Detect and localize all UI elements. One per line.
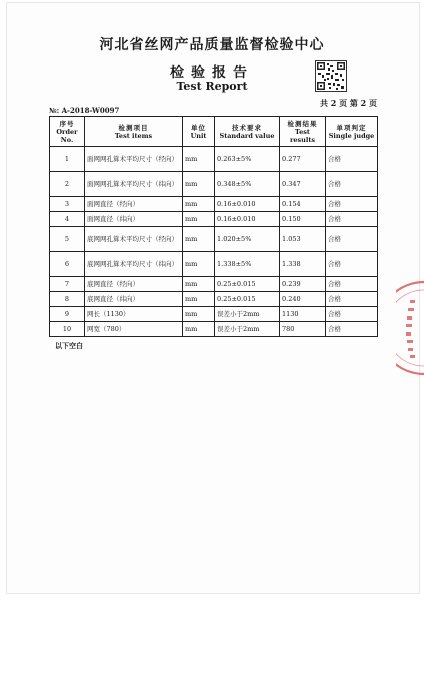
report-title-cn: 检验报告 — [170, 65, 254, 81]
column-header: 序号 Order No. — [50, 117, 85, 147]
unit-cell: mm — [183, 197, 215, 212]
unit-cell: mm — [183, 252, 215, 277]
test-item-cell: 底网直径（经向） — [85, 277, 183, 292]
page-indicator: 共 2 页 第 2 页 — [319, 98, 377, 108]
unit-cell: mm — [183, 227, 215, 252]
test-item-cell: 底网直径（纬向） — [85, 292, 183, 307]
order-number-cell: 3 — [50, 197, 85, 212]
judge-cell: 合格 — [326, 172, 378, 197]
test-item-cell: 网宽（780） — [85, 322, 183, 337]
table-row — [50, 292, 378, 307]
test-result-cell: 0.277 — [280, 147, 326, 172]
judge-cell: 合格 — [326, 292, 378, 307]
order-number-cell: 10 — [50, 322, 85, 337]
test-item-cell: 面网直径（经向） — [85, 197, 183, 212]
standard-value-cell: 0.16±0.010 — [215, 197, 280, 212]
judge-cell: 合格 — [326, 212, 378, 227]
table-row — [50, 147, 378, 172]
unit-cell: mm — [183, 292, 215, 307]
standard-value-cell: 0.263±5% — [215, 147, 280, 172]
test-result-cell: 0.239 — [280, 277, 326, 292]
unit-cell: mm — [183, 172, 215, 197]
test-result-cell: 1.053 — [280, 227, 326, 252]
column-header: 单位 Unit — [183, 117, 215, 147]
test-result-cell: 0.240 — [280, 292, 326, 307]
judge-cell: 合格 — [326, 227, 378, 252]
table-row — [50, 252, 378, 277]
qr-code-icon — [315, 60, 347, 92]
order-number-cell: 7 — [50, 277, 85, 292]
column-header: 单项判定 Single judge — [326, 117, 378, 147]
standard-value-cell: 0.16±0.010 — [215, 212, 280, 227]
table-row — [50, 322, 378, 337]
judge-cell: 合格 — [326, 147, 378, 172]
table-row — [50, 172, 378, 197]
standard-value-cell: 0.348±5% — [215, 172, 280, 197]
table-row — [50, 227, 378, 252]
column-header: 技术要求 Standard value — [215, 117, 280, 147]
test-result-cell: 1.338 — [280, 252, 326, 277]
unit-cell: mm — [183, 277, 215, 292]
test-item-cell: 网长（1130） — [85, 307, 183, 322]
order-number-cell: 4 — [50, 212, 85, 227]
order-number-cell: 9 — [50, 307, 85, 322]
test-result-cell: 0.154 — [280, 197, 326, 212]
test-results-table — [49, 116, 378, 337]
standard-value-cell: 1.020±5% — [215, 227, 280, 252]
report-title-en: Test Report — [176, 80, 248, 93]
table-row — [50, 212, 378, 227]
column-header: 检测结果 Test results — [280, 117, 326, 147]
standard-value-cell: 1.338±5% — [215, 252, 280, 277]
unit-cell: mm — [183, 147, 215, 172]
unit-cell: mm — [183, 322, 215, 337]
standard-value-cell: 误差小于2mm — [215, 322, 280, 337]
unit-cell: mm — [183, 307, 215, 322]
test-item-cell: 底网网孔算术平均尺寸（纬向） — [85, 252, 183, 277]
table-row — [50, 307, 378, 322]
order-number-cell: 8 — [50, 292, 85, 307]
end-of-content-note: 以下空白 — [55, 341, 83, 350]
order-number-cell: 5 — [50, 227, 85, 252]
judge-cell: 合格 — [326, 252, 378, 277]
report-number: №: A-2018-W0097 — [49, 106, 120, 115]
column-header: 检测项目 Test items — [85, 117, 183, 147]
standard-value-cell: 0.25±0.015 — [215, 292, 280, 307]
unit-cell: mm — [183, 212, 215, 227]
table-row — [50, 277, 378, 292]
judge-cell: 合格 — [326, 277, 378, 292]
test-result-cell: 780 — [280, 322, 326, 337]
test-item-cell: 底网网孔算术平均尺寸（经向） — [85, 227, 183, 252]
order-number-cell: 6 — [50, 252, 85, 277]
judge-cell: 合格 — [326, 307, 378, 322]
order-number-cell: 1 — [50, 147, 85, 172]
standard-value-cell: 误差小于2mm — [215, 307, 280, 322]
red-seal-stamp-icon — [396, 278, 424, 378]
table-header-row — [50, 117, 378, 147]
table-row — [50, 197, 378, 212]
test-result-cell: 0.347 — [280, 172, 326, 197]
judge-cell: 合格 — [326, 197, 378, 212]
test-item-cell: 面网直径（纬向） — [85, 212, 183, 227]
test-result-cell: 1130 — [280, 307, 326, 322]
order-number-cell: 2 — [50, 172, 85, 197]
test-item-cell: 面网网孔算术平均尺寸（纬向） — [85, 172, 183, 197]
standard-value-cell: 0.25±0.015 — [215, 277, 280, 292]
test-item-cell: 面网网孔算术平均尺寸（经向） — [85, 147, 183, 172]
organization-name: 河北省丝网产品质量监督检验中心 — [99, 37, 325, 53]
judge-cell: 合格 — [326, 322, 378, 337]
test-result-cell: 0.150 — [280, 212, 326, 227]
